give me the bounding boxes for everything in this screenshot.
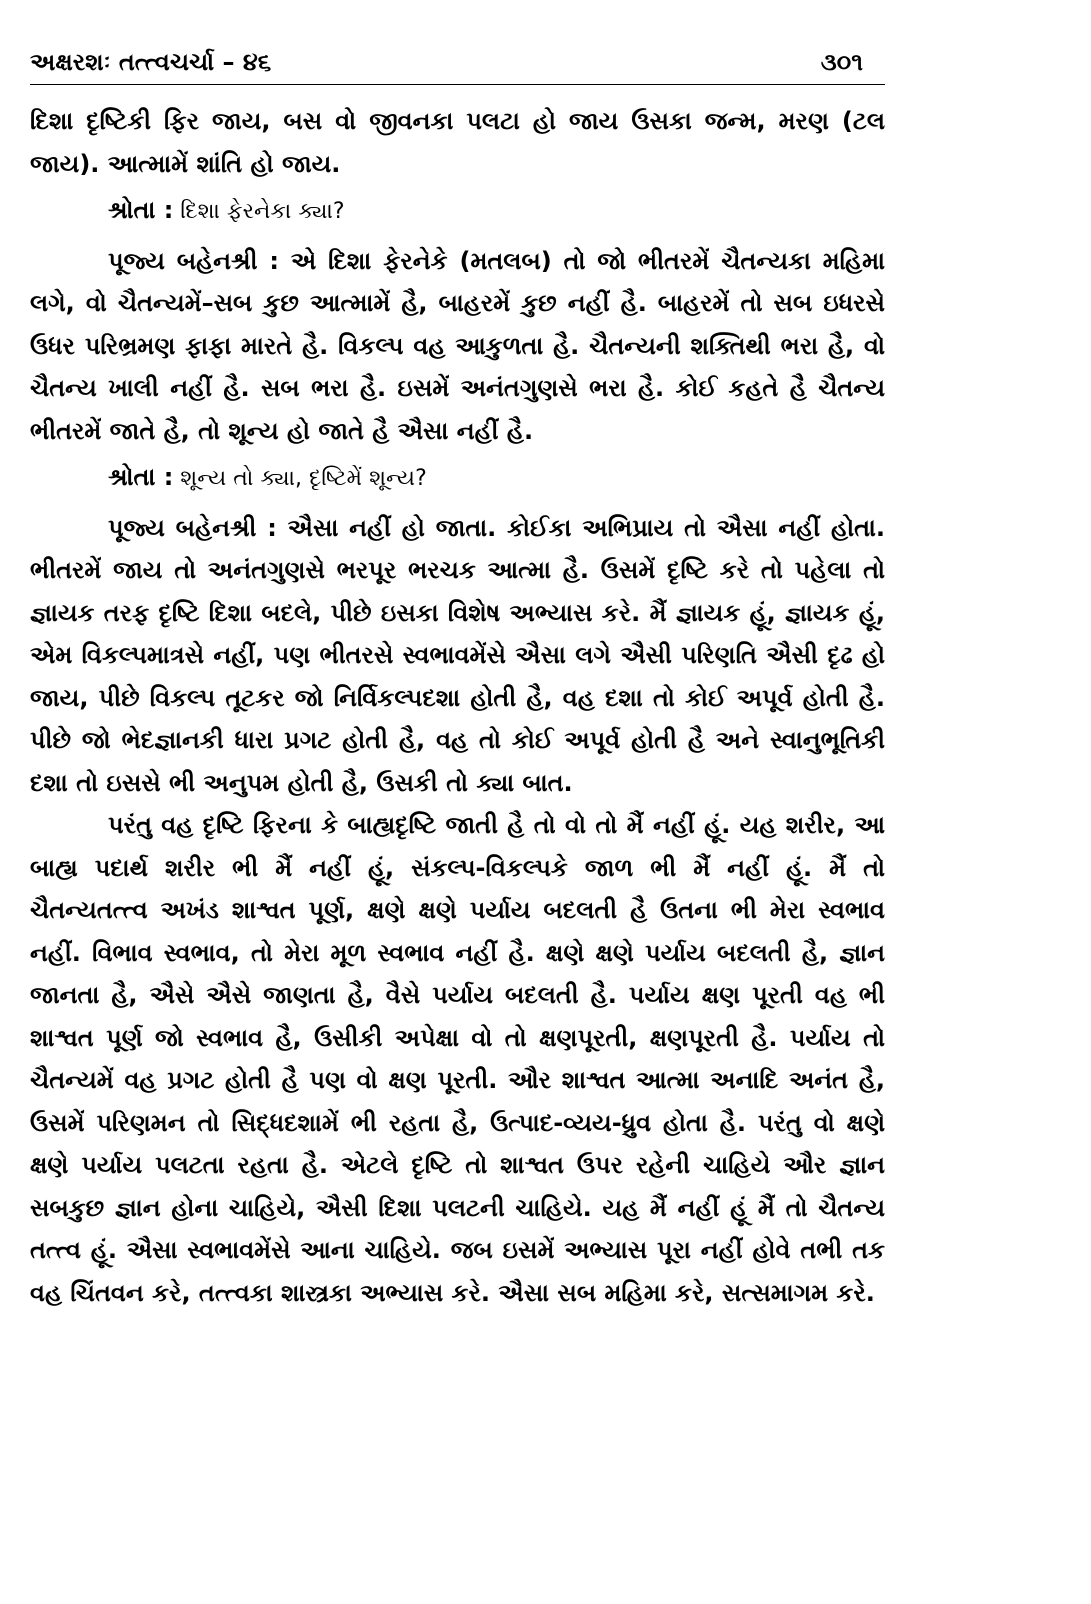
speaker-listener: શ્રોતા : [108,463,174,491]
answer-1 [30,240,885,453]
speaker-listener: શ્રોતા : [108,196,174,224]
question-text: શૂન્ય તો ક્યા, દૃષ્ટિમેં શૂન્ય? [173,466,427,491]
paragraph-continuation: દિશા દૃષ્ટિકી ફિર જાય, બસ વો જીવનકા પલટા હો જાય ઉસકા જન્મ, મરણ (ટલ જાય). આત્મામેં શાંતિ હો જાય. [30,107,885,178]
running-title: અક્ષરશઃ તત્ત્વચર્ચા – ૪૬ [30,48,272,76]
speaker-bahenshri: પૂજ્ય બહેનશ્રી : [108,246,279,275]
answer-text: એ દિશા ફેરનેકે (મતલબ) તો જો ભીતરમેં ચૈતન્યકા મહિમા લગે, વો ચૈતન્યમેં–સબ કુછ આત્મામેં હૈ, બાહરમેં કુછ નહીં હૈ. બાહરમેં તો સબ ઇધરસે ઉધર પરિભ્રમણ ફાફા મારતે હૈ. વિકલ્પ વહ આકુળતા હૈ. ચૈતન્યની શક્તિથી ભરા હૈ, વો ચૈતન્ય ખાલી નહીં હૈ. સબ ભરા હૈ. ઇસમેં અનંતગુણસે ભરા હૈ. કોઈ કહતે હૈ ચૈતન્ય ભીતરમેં જાતે હૈ, તો શૂન્ય હો જાતે હૈ ઐસા નહીં હૈ. [30,246,885,445]
answer-2 [30,507,885,805]
question-text: દિશા ફેરનેકા ક્યા? [173,199,345,224]
speaker-bahenshri: પૂજ્ય બહેનશ્રી : [108,513,277,542]
page-number: ૩૦૧ [820,48,863,76]
page-header [30,44,885,85]
answer-text: ઐસા નહીં હો જાતા. કોઈકા અભિપ્રાય તો ઐસા નહીં હોતા. ભીતરમેં જાય તો અનંતગુણસે ભરપૂર ભરચક આત્મા હૈ. ઉસમેં દૃષ્ટિ કરે તો પહેલા તો જ્ઞાયક તરફ દૃષ્ટિ દિશા બદલે, પીછે ઇસકા વિશેષ અભ્યાસ કરે. મૈં જ્ઞાયક હૂં, જ્ઞાયક હૂં, એમ વિકલ્પમાત્રસે નહીં, પણ ભીતરસે સ્વભાવમેંસે ઐસા લગે ઐસી પરિણતિ ઐસી દૃઢ હો જાય, પીછે વિકલ્પ તૂટકર જો નિર્વિકલ્પદશા હોતી હૈ, વહ દશા તો કોઈ અપૂર્વ હોતી હૈ. પીછે જો ભેદજ્ઞાનકી ધારા પ્રગટ હોતી હૈ, વહ તો કોઈ અપૂર્વ હોતી હૈ અને સ્વાનુભૂતિકી દશા તો ઇસસે ભી અનુપમ હોતી હૈ, ઉસકી તો ક્યા બાત. [30,513,885,797]
question-2 [30,456,885,501]
paragraph-main: પરંતુ વહ દૃષ્ટિ ફિરના કે બાહ્યદૃષ્ટિ જાતી હૈ તો વો તો મૈં નહીં હૂં. યહ શરીર, આ બાહ્ય પદાર્થ શરીર ભી મૈં નહીં હૂં, સંકલ્પ-વિકલ્પકે જાળ ભી મૈં નહીં હૂં. મૈં તો ચૈતન્યતત્ત્વ અખંડ શાશ્વત પૂર્ણ, ક્ષણે ક્ષણે પર્યાય બદલતી હૈ ઉતના ભી મેરા સ્વભાવ નહીં. વિભાવ સ્વભાવ, તો મેરા મૂળ સ્વભાવ નહીં હૈ. ક્ષણે ક્ષણે પર્યાય બદલતી હૈ, જ્ઞાન જાનતા હૈ, ઐસે ઐસે જાણતા હૈ, વૈસે પર્યાય બદલતી હૈ. પર્યાય ક્ષણ પૂરતી વહ ભી શાશ્વત પૂર્ણ જો સ્વભાવ હૈ, ઉસીકી અપેક્ષા વો તો ક્ષણપૂરતી, ક્ષણપૂરતી હૈ. પર્યાય તો ચૈતન્યમેં વહ પ્રગટ હોતી હૈ પણ વો ક્ષણ પૂરતી. ઔર શાશ્વત આત્મા અનાદિ અનંત હૈ, ઉસમેં પરિણમન તો સિદ્ધદશામેં ભી રહતા હૈ, ઉત્પાદ-વ્યય-ધ્રુવ હોતા હૈ. પરંતુ વો ક્ષણે ક્ષણે પર્યાય પલટતા રહતા હૈ. એટલે દૃષ્ટિ તો શાશ્વત ઉપર રહેની ચાહિયે ઔર જ્ઞાન સબકુછ જ્ઞાન હોના ચાહિયે, ઐસી દિશા પલટની ચાહિયે. યહ મૈં નહીં હૂં મૈં તો ચૈતન્ય તત્ત્વ હૂં. ઐસા સ્વભાવમેંસે આના ચાહિયે. જબ ઇસમેં અભ્યાસ પૂરા નહીં હોવે તભી તક વહ ચિંતવન કરે, તત્ત્વકા શાસ્ત્રકા અભ્યાસ કરે. ઐસા સબ મહિમા કરે, સત્સમાગમ કરે. [30,811,885,1307]
page-body [30,100,885,1314]
question-1 [30,189,885,234]
